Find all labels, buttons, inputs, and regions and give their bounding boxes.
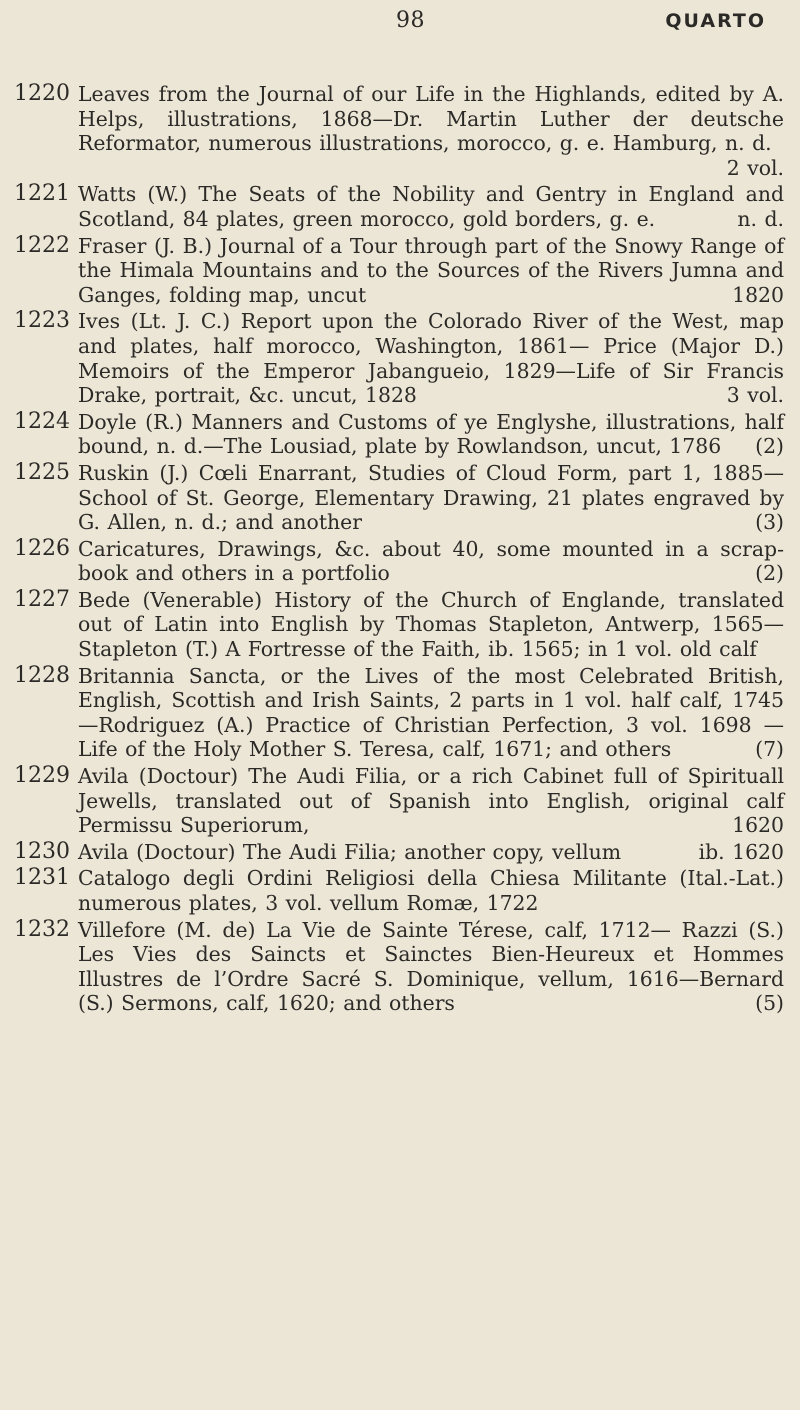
- entry-text: [78, 461, 784, 535]
- entry-description: Leaves from the Journal of our Life in the Highlands, edited by A. Helps, illustrations, 1868—Dr. Martin Luther der deutsche Reformator, numerous illustrations, morocco, g. e. Hamburg, n. d.: [78, 82, 784, 156]
- entry-description: Ruskin (J.) Cœli Enarrant, Studies of Cloud Form, part 1, 1885—School of St. George, Elementary Drawing, 21 plates engraved by G. Allen, n. d.; and another: [78, 460, 784, 535]
- entry-description: Villefore (M. de) La Vie de Sainte Térese, calf, 1712— Razzi (S.) Les Vies des Saincts et Sainctes Bien-Heureux et Hommes Illustres de l’Ordre Sacré S. Dominique, vellum, 1616—Bernard (S.) Sermons, calf, 1620; and others: [78, 917, 784, 1016]
- lot-number: 1221: [14, 181, 70, 207]
- lot-number: 1231: [14, 865, 70, 891]
- entry-text: [78, 764, 784, 838]
- lot-number: 1224: [14, 408, 70, 434]
- entry-volume-note: n. d.: [737, 206, 784, 231]
- entry-text: [78, 82, 784, 180]
- catalogue-entry: [14, 664, 784, 762]
- entry-description: Bede (Venerable) History of the Church of Englande, translated out of Latin into English by Thomas Stapleton, Antwerp, 1565—Stapleton (T.) A Fortresse of the Faith, ib. 1565; in 1 vol. old calf: [78, 587, 784, 662]
- entry-text: [78, 866, 784, 915]
- entry-volume-note: 3 vol.: [726, 383, 784, 408]
- lot-number: 1225: [14, 459, 70, 485]
- entry-description: Watts (W.) The Seats of the Nobility and Gentry in England and Scotland, 84 plates, green morocco, gold borders, g. e.: [78, 182, 784, 231]
- entry-description: Avila (Doctour) The Audi Filia, or a rich Cabinet full of Spirituall Jewells, translated out of Spanish into English, original calf Permissu Superiorum,: [78, 764, 784, 838]
- page-number: 98: [396, 8, 425, 33]
- lot-number: 1232: [14, 916, 70, 942]
- entry-text: [78, 410, 784, 459]
- catalogue-entry: [14, 234, 784, 308]
- catalogue-entry: [14, 918, 784, 1016]
- catalogue-entry: [14, 764, 784, 838]
- lot-number: 1226: [14, 535, 70, 561]
- entry-text: [78, 537, 784, 586]
- catalogue-entry: [14, 537, 784, 586]
- entry-description: Avila (Doctour) The Audi Filia; another copy, vellum: [78, 839, 622, 864]
- lot-number: 1223: [14, 308, 70, 334]
- entry-text: [78, 309, 784, 407]
- entry-volume-note: (5): [755, 991, 784, 1016]
- catalogue-entries: [14, 82, 784, 1018]
- entry-volume-note: 1820: [732, 282, 784, 307]
- entry-text: [78, 840, 784, 865]
- entry-text: [78, 664, 784, 762]
- lot-number: 1230: [14, 838, 70, 864]
- catalogue-entry: [14, 410, 784, 459]
- entry-volume-note: (7): [755, 737, 784, 762]
- catalogue-entry: [14, 82, 784, 180]
- entry-volume-note: (2): [755, 561, 784, 586]
- entry-text: [78, 588, 784, 662]
- lot-number: 1228: [14, 662, 70, 688]
- entry-description: Doyle (R.) Manners and Customs of ye Englyshe, illustrations, half bound, n. d.—The Lousiad, plate by Rowlandson, uncut, 1786: [78, 409, 784, 459]
- catalogue-entry: [14, 182, 784, 231]
- entry-volume-note: ib. 1620: [698, 839, 784, 864]
- page-header: [0, 8, 800, 38]
- lot-number: 1222: [14, 232, 70, 258]
- entry-description: Britannia Sancta, or the Lives of the most Celebrated British, English, Scottish and Irish Saints, 2 parts in 1 vol. half calf, 1745—Rodriguez (A.) Practice of Christian Perfection, 3 vol. 1698 — Life of the Holy Mother S. Teresa, calf, 1671; and others: [78, 663, 784, 762]
- entry-text: [78, 918, 784, 1016]
- entry-text: [78, 182, 784, 231]
- entry-text: [78, 234, 784, 308]
- running-head: QUARTO: [665, 10, 766, 32]
- catalogue-entry: [14, 461, 784, 535]
- entry-volume-note: 2 vol.: [726, 155, 784, 180]
- entry-volume-note: (2): [755, 434, 784, 459]
- entry-description: Fraser (J. B.) Journal of a Tour through part of the Snowy Range of the Himala Mountains and to the Sources of the Rivers Jumna and Ganges, folding map, uncut: [78, 233, 784, 307]
- entry-description: Catalogo degli Ordini Religiosi della Chiesa Militante (Ital.-Lat.) numerous plates, 3 vol. vellum Romæ, 1722: [78, 866, 784, 915]
- catalogue-entry: [14, 309, 784, 407]
- lot-number: 1220: [14, 81, 70, 106]
- entry-description: Caricatures, Drawings, &c. about 40, some mounted in a scrap-book and others in a portfolio: [78, 536, 784, 586]
- lot-number: 1227: [14, 586, 70, 612]
- entry-volume-note: (3): [755, 510, 784, 535]
- entry-description: Ives (Lt. J. C.) Report upon the Colorado River of the West, map and plates, half morocco, Washington, 1861— Price (Major D.) Memoirs of the Emperor Jabangueio, 1829—Life of Sir Francis Drake, portrait, &c. uncut, 1828: [78, 309, 784, 408]
- catalogue-entry: [14, 840, 784, 865]
- catalogue-entry: [14, 866, 784, 915]
- lot-number: 1229: [14, 763, 70, 789]
- catalogue-entry: [14, 588, 784, 662]
- entry-volume-note: 1620: [732, 813, 784, 838]
